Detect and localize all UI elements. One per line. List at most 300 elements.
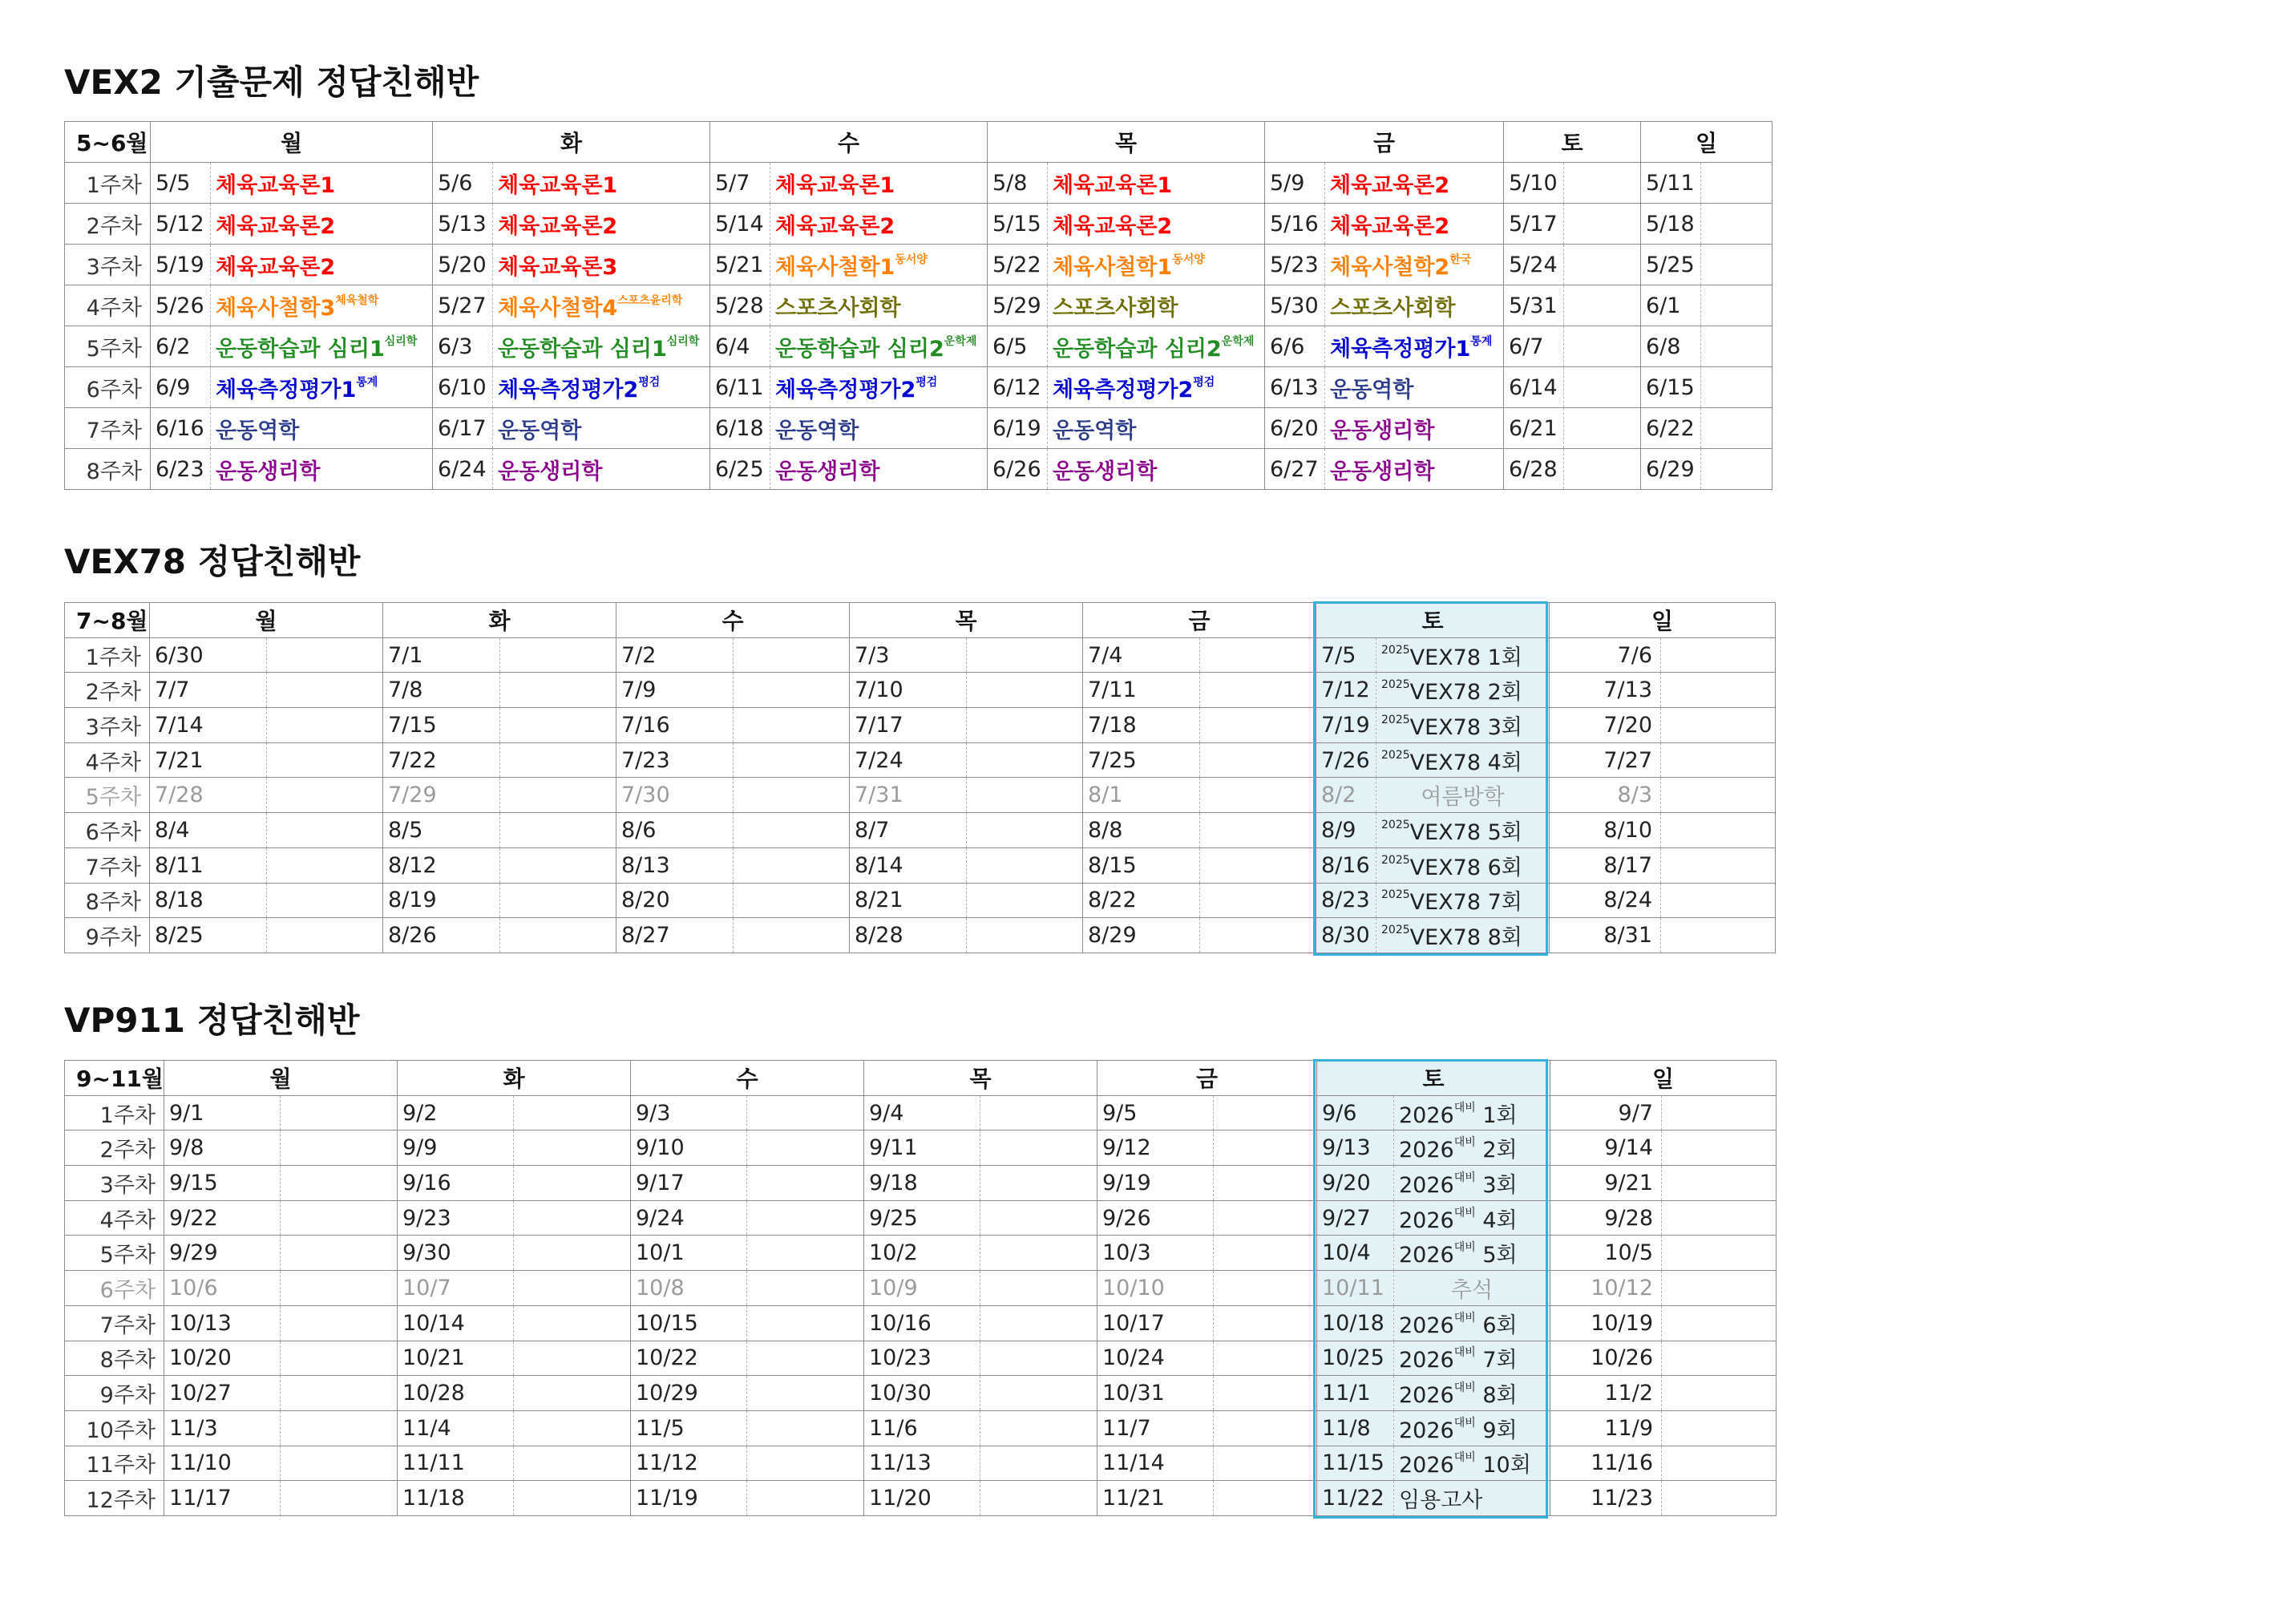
event-mon xyxy=(281,1236,398,1271)
subject-fri xyxy=(1325,449,1504,490)
day-header-thu: 목 xyxy=(988,122,1265,163)
year-prefix: 2025 xyxy=(1381,748,1410,762)
month-header: 7~8월 xyxy=(65,603,150,638)
subject-label: 체육측정평가2 xyxy=(498,377,639,402)
event-wed xyxy=(747,1481,864,1516)
date-mon: 6/16 xyxy=(151,408,211,449)
event-fri xyxy=(1200,883,1316,918)
subject-wed xyxy=(770,367,988,408)
subject-label: 체육측정평가2 xyxy=(1053,377,1194,402)
event-fri xyxy=(1200,742,1316,778)
event-sat xyxy=(1394,1376,1550,1411)
subject-thu xyxy=(1048,408,1265,449)
date-sat: 8/30 xyxy=(1316,918,1376,953)
subject-thu xyxy=(1048,163,1265,204)
date-fri: 10/24 xyxy=(1097,1341,1214,1376)
subject-tue xyxy=(493,245,710,285)
date-thu: 10/23 xyxy=(864,1341,980,1376)
event-sat xyxy=(1376,883,1550,918)
date-sat: 7/19 xyxy=(1316,708,1376,743)
exam-prefix: 대비 xyxy=(1453,1451,1476,1465)
event-tue xyxy=(500,673,616,708)
date-sun: 6/22 xyxy=(1641,408,1701,449)
subject-sat xyxy=(1564,326,1641,367)
date-thu: 10/9 xyxy=(864,1271,980,1306)
week-label: 5주차 xyxy=(65,326,151,367)
date-thu: 7/31 xyxy=(850,778,967,813)
date-sun: 5/25 xyxy=(1641,245,1701,285)
subject-label: 체육교육론2 xyxy=(498,213,618,239)
date-sat: 10/25 xyxy=(1317,1341,1394,1376)
event-sun xyxy=(1661,673,1776,708)
event-mon xyxy=(281,1410,398,1446)
exam-prefix: 대비 xyxy=(1453,1171,1476,1184)
date-sun: 7/6 xyxy=(1550,637,1661,673)
exam-year: 2026 xyxy=(1399,1102,1454,1128)
event-sat xyxy=(1376,742,1550,778)
date-sat: 9/27 xyxy=(1317,1200,1394,1236)
exam-label: 6회 xyxy=(1482,1313,1518,1338)
day-header-thu: 목 xyxy=(850,603,1083,638)
exam-label: VEX78 2회 xyxy=(1409,680,1522,706)
subject-label: 스포츠사회학 xyxy=(1053,295,1178,321)
event-fri xyxy=(1200,813,1316,848)
date-sat: 9/6 xyxy=(1317,1095,1394,1131)
day-header-mon: 월 xyxy=(150,603,383,638)
week-row xyxy=(65,285,1773,326)
event-wed xyxy=(747,1305,864,1341)
event-tue xyxy=(514,1481,631,1516)
year-prefix: 2025 xyxy=(1381,643,1410,657)
date-tue: 7/22 xyxy=(383,742,500,778)
day-header-mon: 월 xyxy=(151,122,433,163)
date-sat: 7/5 xyxy=(1316,637,1376,673)
date-sun: 5/11 xyxy=(1641,163,1701,204)
week-label: 8주차 xyxy=(65,1341,164,1376)
event-tue xyxy=(500,637,616,673)
event-sun xyxy=(1662,1095,1777,1131)
subject-note: 통계 xyxy=(356,375,378,389)
event-tue xyxy=(514,1166,631,1201)
event-sat xyxy=(1376,813,1550,848)
date-fri: 8/22 xyxy=(1083,883,1200,918)
date-sun: 11/16 xyxy=(1550,1446,1662,1481)
subject-label: 운동생리학 xyxy=(216,459,321,484)
subject-label: 체육교육론1 xyxy=(498,172,618,198)
date-sun: 7/20 xyxy=(1550,708,1661,743)
week-row xyxy=(65,1446,1777,1481)
event-sun xyxy=(1662,1341,1777,1376)
event-fri xyxy=(1214,1376,1317,1411)
subject-sat xyxy=(1564,163,1641,204)
date-mon: 7/14 xyxy=(150,708,267,743)
date-fri: 10/17 xyxy=(1097,1305,1214,1341)
subject-thu xyxy=(1048,449,1265,490)
week-label: 7주차 xyxy=(65,847,150,883)
day-header-mon: 월 xyxy=(164,1061,398,1096)
event-sat xyxy=(1394,1446,1550,1481)
event-mon xyxy=(281,1446,398,1481)
date-sat: 7/12 xyxy=(1316,673,1376,708)
subject-label: 체육측정평가1 xyxy=(216,377,357,402)
subject-label: 운동생리학 xyxy=(775,459,880,484)
week-row xyxy=(65,742,1776,778)
event-sun xyxy=(1661,813,1776,848)
date-mon: 6/2 xyxy=(151,326,211,367)
subject-label: 체육교육론3 xyxy=(498,254,618,280)
date-fri: 10/10 xyxy=(1097,1271,1214,1306)
subject-fri xyxy=(1325,204,1504,245)
week-row xyxy=(65,1166,1777,1201)
date-sun: 6/15 xyxy=(1641,367,1701,408)
subject-tue xyxy=(493,449,710,490)
subject-fri xyxy=(1325,408,1504,449)
week-label: 2주차 xyxy=(65,204,151,245)
subject-mon xyxy=(211,367,433,408)
event-sat xyxy=(1376,778,1550,813)
date-fri: 6/6 xyxy=(1265,326,1325,367)
day-header-fri: 금 xyxy=(1265,122,1504,163)
event-fri xyxy=(1214,1236,1317,1271)
date-thu: 5/22 xyxy=(988,245,1048,285)
week-row xyxy=(65,1271,1777,1306)
week-row xyxy=(65,1200,1777,1236)
subject-label: 체육교육론2 xyxy=(1330,172,1450,198)
exam-year: 2026 xyxy=(1399,1207,1454,1233)
event-mon xyxy=(267,673,383,708)
date-sun: 9/21 xyxy=(1550,1166,1662,1201)
week-row xyxy=(65,1376,1777,1411)
date-fri: 8/1 xyxy=(1083,778,1200,813)
event-wed xyxy=(747,1446,864,1481)
exam-prefix: 대비 xyxy=(1453,1346,1476,1360)
event-tue xyxy=(500,778,616,813)
week-label: 2주차 xyxy=(65,1131,164,1166)
date-tue: 8/5 xyxy=(383,813,500,848)
date-tue: 10/21 xyxy=(398,1341,514,1376)
year-prefix: 2025 xyxy=(1381,924,1410,937)
week-label: 8주차 xyxy=(65,883,150,918)
week-label: 1주차 xyxy=(65,163,151,204)
event-sun xyxy=(1661,708,1776,743)
subject-fri xyxy=(1325,367,1504,408)
exam-year: 2026 xyxy=(1399,1313,1454,1338)
event-fri xyxy=(1214,1305,1317,1341)
event-tue xyxy=(514,1131,631,1166)
date-sun: 11/23 xyxy=(1550,1481,1662,1516)
subject-sun xyxy=(1701,408,1773,449)
date-mon: 9/1 xyxy=(164,1095,281,1131)
month-header: 5~6월 xyxy=(65,122,151,163)
week-label: 2주차 xyxy=(65,673,150,708)
date-sun: 9/14 xyxy=(1550,1131,1662,1166)
date-mon: 11/17 xyxy=(164,1481,281,1516)
event-sat xyxy=(1394,1200,1550,1236)
subject-sun xyxy=(1701,285,1773,326)
event-fri xyxy=(1200,918,1316,953)
event-mon xyxy=(267,637,383,673)
event-mon xyxy=(281,1305,398,1341)
exam-label: VEX78 7회 xyxy=(1409,890,1522,916)
event-mon xyxy=(267,847,383,883)
subject-wed xyxy=(770,408,988,449)
week-row xyxy=(65,1305,1777,1341)
event-sun xyxy=(1661,637,1776,673)
date-thu: 8/21 xyxy=(850,883,967,918)
date-mon: 5/12 xyxy=(151,204,211,245)
event-fri xyxy=(1200,637,1316,673)
subject-tue xyxy=(493,285,710,326)
date-tue: 10/7 xyxy=(398,1271,514,1306)
date-mon: 7/7 xyxy=(150,673,267,708)
subject-note: 통계 xyxy=(1470,334,1493,348)
event-sun xyxy=(1662,1481,1777,1516)
header-row xyxy=(65,1061,1777,1096)
event-thu xyxy=(967,637,1083,673)
subject-wed xyxy=(770,449,988,490)
subject-sun xyxy=(1701,204,1773,245)
subject-label: 체육교육론2 xyxy=(775,213,895,239)
date-wed: 11/5 xyxy=(631,1410,747,1446)
date-tue: 5/20 xyxy=(433,245,493,285)
subject-sun xyxy=(1701,449,1773,490)
event-fri xyxy=(1214,1131,1317,1166)
event-fri xyxy=(1200,847,1316,883)
exam-label: VEX78 3회 xyxy=(1409,714,1522,740)
week-label: 11주차 xyxy=(65,1446,164,1481)
date-wed: 8/27 xyxy=(616,918,734,953)
date-tue: 9/9 xyxy=(398,1131,514,1166)
event-thu xyxy=(967,673,1083,708)
event-tue xyxy=(500,708,616,743)
subject-label: 운동생리학 xyxy=(1330,459,1435,484)
date-tue: 9/30 xyxy=(398,1236,514,1271)
week-row xyxy=(65,847,1776,883)
event-thu xyxy=(967,778,1083,813)
date-thu: 9/18 xyxy=(864,1166,980,1201)
day-header-sat: 토 xyxy=(1504,122,1641,163)
day-header-sun: 일 xyxy=(1550,603,1776,638)
event-sat xyxy=(1376,708,1550,743)
date-thu: 5/8 xyxy=(988,163,1048,204)
date-fri: 5/16 xyxy=(1265,204,1325,245)
week-label: 7주차 xyxy=(65,1305,164,1341)
subject-label: 체육측정평가2 xyxy=(775,377,916,402)
date-tue: 5/27 xyxy=(433,285,493,326)
subject-thu xyxy=(1048,367,1265,408)
subject-wed xyxy=(770,204,988,245)
week-row xyxy=(65,813,1776,848)
subject-label: 스포츠사회학 xyxy=(1330,295,1456,321)
exam-label: VEX78 1회 xyxy=(1409,645,1522,670)
date-tue: 11/18 xyxy=(398,1481,514,1516)
event-fri xyxy=(1214,1271,1317,1306)
subject-sun xyxy=(1701,367,1773,408)
event-thu xyxy=(980,1131,1097,1166)
day-header-wed: 수 xyxy=(710,122,988,163)
schedule-table-vp911 xyxy=(64,1060,1777,1516)
day-header-wed: 수 xyxy=(631,1061,864,1096)
date-sat: 5/24 xyxy=(1504,245,1564,285)
date-wed: 10/15 xyxy=(631,1305,747,1341)
exam-label: 추석 xyxy=(1450,1277,1494,1303)
date-tue: 5/13 xyxy=(433,204,493,245)
date-thu: 10/16 xyxy=(864,1305,980,1341)
date-fri: 11/14 xyxy=(1097,1446,1214,1481)
event-thu xyxy=(967,847,1083,883)
subject-label: 스포츠사회학 xyxy=(775,295,901,321)
date-wed: 5/7 xyxy=(710,163,770,204)
subject-tue xyxy=(493,367,710,408)
date-tue: 10/28 xyxy=(398,1376,514,1411)
date-sun: 9/28 xyxy=(1550,1200,1662,1236)
date-sun: 8/24 xyxy=(1550,883,1661,918)
date-thu: 5/15 xyxy=(988,204,1048,245)
week-label: 9주차 xyxy=(65,1376,164,1411)
date-tue: 11/4 xyxy=(398,1410,514,1446)
date-sun: 11/2 xyxy=(1550,1376,1662,1411)
date-wed: 11/19 xyxy=(631,1481,747,1516)
exam-year: 2026 xyxy=(1399,1172,1454,1198)
event-mon xyxy=(281,1271,398,1306)
subject-sat xyxy=(1564,285,1641,326)
date-sat: 11/1 xyxy=(1317,1376,1394,1411)
exam-prefix: 대비 xyxy=(1453,1416,1476,1430)
date-tue: 7/1 xyxy=(383,637,500,673)
date-mon: 6/30 xyxy=(150,637,267,673)
date-tue: 7/8 xyxy=(383,673,500,708)
date-wed: 10/22 xyxy=(631,1341,747,1376)
year-prefix: 2025 xyxy=(1381,678,1410,692)
date-sun: 10/19 xyxy=(1550,1305,1662,1341)
event-mon xyxy=(281,1166,398,1201)
event-wed xyxy=(734,918,850,953)
date-thu: 7/17 xyxy=(850,708,967,743)
day-header-fri: 금 xyxy=(1097,1061,1317,1096)
date-mon: 5/26 xyxy=(151,285,211,326)
event-thu xyxy=(980,1236,1097,1271)
exam-label: 8회 xyxy=(1482,1383,1518,1409)
event-wed xyxy=(734,708,850,743)
event-sat xyxy=(1376,637,1550,673)
date-wed: 10/29 xyxy=(631,1376,747,1411)
date-sat: 9/13 xyxy=(1317,1131,1394,1166)
date-sun: 8/10 xyxy=(1550,813,1661,848)
date-thu: 7/3 xyxy=(850,637,967,673)
date-thu: 6/19 xyxy=(988,408,1048,449)
subject-label: 체육사철학4 xyxy=(498,295,618,321)
event-wed xyxy=(747,1095,864,1131)
exam-prefix: 대비 xyxy=(1453,1241,1476,1255)
date-fri: 5/30 xyxy=(1265,285,1325,326)
event-sat xyxy=(1394,1410,1550,1446)
event-fri xyxy=(1214,1446,1317,1481)
subject-fri xyxy=(1325,163,1504,204)
subject-label: 체육사철학1 xyxy=(1053,254,1173,280)
date-mon: 6/23 xyxy=(151,449,211,490)
exam-year: 2026 xyxy=(1399,1383,1454,1409)
date-sat: 7/26 xyxy=(1316,742,1376,778)
date-wed: 5/21 xyxy=(710,245,770,285)
event-mon xyxy=(267,813,383,848)
date-tue: 8/26 xyxy=(383,918,500,953)
date-wed: 11/12 xyxy=(631,1446,747,1481)
date-fri: 11/21 xyxy=(1097,1481,1214,1516)
subject-label: 운동역학 xyxy=(216,418,300,443)
subject-label: 체육사철학3 xyxy=(216,295,336,321)
event-tue xyxy=(514,1305,631,1341)
subject-note: 평검 xyxy=(1193,375,1215,389)
date-sat: 11/22 xyxy=(1317,1481,1394,1516)
day-header-thu: 목 xyxy=(864,1061,1097,1096)
exam-year: 2026 xyxy=(1399,1348,1454,1373)
exam-label: VEX78 6회 xyxy=(1409,855,1522,880)
event-tue xyxy=(514,1446,631,1481)
date-wed: 6/11 xyxy=(710,367,770,408)
week-row xyxy=(65,245,1773,285)
subject-mon xyxy=(211,408,433,449)
date-tue: 8/19 xyxy=(383,883,500,918)
date-sun: 6/1 xyxy=(1641,285,1701,326)
event-thu xyxy=(980,1410,1097,1446)
date-mon: 9/22 xyxy=(164,1200,281,1236)
event-fri xyxy=(1214,1341,1317,1376)
date-sun: 6/29 xyxy=(1641,449,1701,490)
subject-sat xyxy=(1564,245,1641,285)
event-thu xyxy=(980,1446,1097,1481)
subject-wed xyxy=(770,326,988,367)
week-label: 5주차 xyxy=(65,1236,164,1271)
day-header-fri: 금 xyxy=(1083,603,1316,638)
event-wed xyxy=(734,637,850,673)
event-thu xyxy=(980,1481,1097,1516)
subject-wed xyxy=(770,163,988,204)
subject-label: 체육사철학1 xyxy=(775,254,895,280)
event-sun xyxy=(1661,742,1776,778)
subject-label: 체육교육론2 xyxy=(1330,213,1450,239)
date-fri: 7/25 xyxy=(1083,742,1200,778)
event-sun xyxy=(1662,1271,1777,1306)
exam-year: 2026 xyxy=(1399,1243,1454,1268)
date-sun: 6/8 xyxy=(1641,326,1701,367)
exam-label: 4회 xyxy=(1482,1207,1518,1233)
event-thu xyxy=(980,1271,1097,1306)
date-sun: 8/17 xyxy=(1550,847,1661,883)
event-wed xyxy=(734,673,850,708)
subject-mon xyxy=(211,245,433,285)
subject-wed xyxy=(770,285,988,326)
event-wed xyxy=(747,1410,864,1446)
subject-sat xyxy=(1564,204,1641,245)
date-sat: 6/14 xyxy=(1504,367,1564,408)
event-sat xyxy=(1376,918,1550,953)
date-thu: 11/13 xyxy=(864,1446,980,1481)
day-header-sun: 일 xyxy=(1641,122,1773,163)
date-sun: 7/27 xyxy=(1550,742,1661,778)
date-fri: 7/18 xyxy=(1083,708,1200,743)
date-sat: 6/7 xyxy=(1504,326,1564,367)
section-title-vex78: VEX78 정답친해반 xyxy=(64,542,361,581)
week-row xyxy=(65,673,1776,708)
date-mon: 9/8 xyxy=(164,1131,281,1166)
date-thu: 5/29 xyxy=(988,285,1048,326)
date-sat: 10/4 xyxy=(1317,1236,1394,1271)
exam-year: 2026 xyxy=(1399,1418,1454,1443)
date-mon: 8/25 xyxy=(150,918,267,953)
subject-note: 체육철학 xyxy=(335,293,379,307)
week-label: 5주차 xyxy=(65,778,150,813)
week-row xyxy=(65,1131,1777,1166)
